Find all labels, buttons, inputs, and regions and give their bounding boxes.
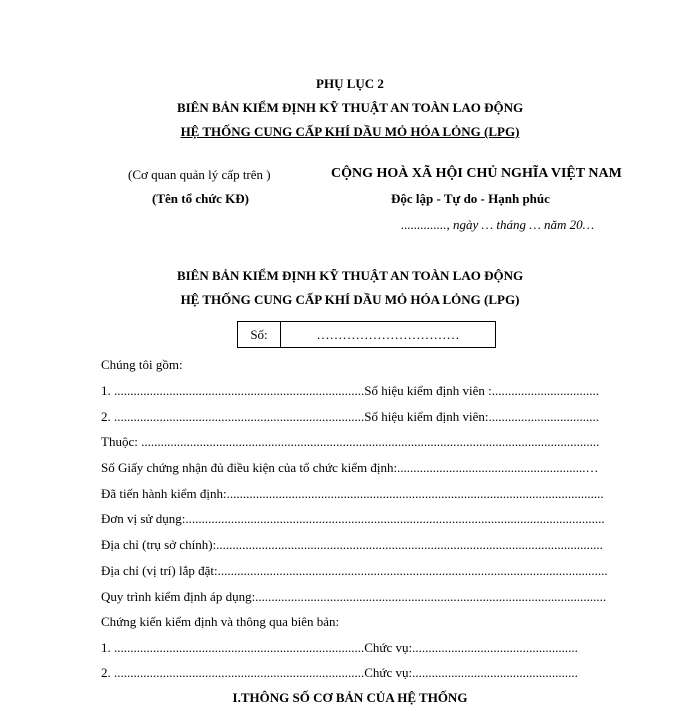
form-line-inspector-1: 1. .............................................................................Số hiệu kiểm định viên :................................. [101, 383, 599, 398]
number-box [237, 321, 496, 348]
country-name: CỘNG HOÀ XÃ HỘI CHỦ NGHĨA VIỆT NAM [331, 166, 622, 181]
org-label: (Tên tổ chức KĐ) [152, 191, 249, 206]
form-line-hq-address: Địa chỉ (trụ sở chính):....................................................................................................................... [101, 537, 603, 552]
form-line-inspected: Đã tiến hành kiểm định:.................................................................................................................... [101, 486, 604, 501]
body-title-2: HỆ THỐNG CUNG CẤP KHÍ DẦU MỎ HÓA LỎNG (LPG) [180, 292, 520, 307]
form-line-certificate: Số Giấy chứng nhận đủ điều kiện của tổ chức kiểm định:..........................................................… [101, 460, 599, 475]
form-line-user-unit: Đơn vị sử dụng:................................................................................................................................. [101, 511, 605, 526]
body-title-1: BIÊN BẢN KIỂM ĐỊNH KỸ THUẬT AN TOÀN LAO ĐỘNG [176, 268, 524, 283]
form-line-witness-2: 2. .............................................................................Chức vụ:................................................... [101, 665, 578, 680]
form-line-affiliation: Thuộc: ............................................................................................................................................. [101, 434, 600, 449]
form-line-witness-1: 1. .............................................................................Chức vụ:................................................... [101, 640, 578, 655]
national-motto: Độc lập - Tự do - Hạnh phúc [391, 191, 550, 206]
appendix-label: PHỤ LỤC 2 [316, 76, 384, 91]
form-line-witness: Chứng kiến kiểm định và thông qua biên bản: [101, 614, 340, 629]
header-title-1: BIÊN BẢN KIỂM ĐỊNH KỸ THUẬT AN TOÀN LAO ĐỘNG [176, 100, 524, 115]
form-line-inspector-2: 2. .............................................................................Số hiệu kiểm định viên:.................................. [101, 409, 599, 424]
header-title-2: HỆ THỐNG CUNG CẤP KHÍ DẦU MỎ HÓA LỎNG (LPG) [180, 124, 520, 139]
section-heading: I.THÔNG SỐ CƠ BẢN CỦA HỆ THỐNG [232, 690, 468, 705]
number-label: Số: [238, 322, 281, 347]
form-line-intro: Chúng tôi gồm: [101, 357, 183, 372]
form-line-install-address: Địa chỉ (vị trí) lắp đặt:........................................................................................................................ [101, 563, 608, 578]
agency-label: (Cơ quan quản lý cấp trên ) [128, 167, 271, 182]
form-line-procedure: Quy trình kiểm định áp dụng:............................................................................................................ [101, 589, 607, 604]
date-line: .............., ngày … tháng … năm 20… [401, 217, 595, 232]
number-value: …………………………… [316, 326, 460, 342]
